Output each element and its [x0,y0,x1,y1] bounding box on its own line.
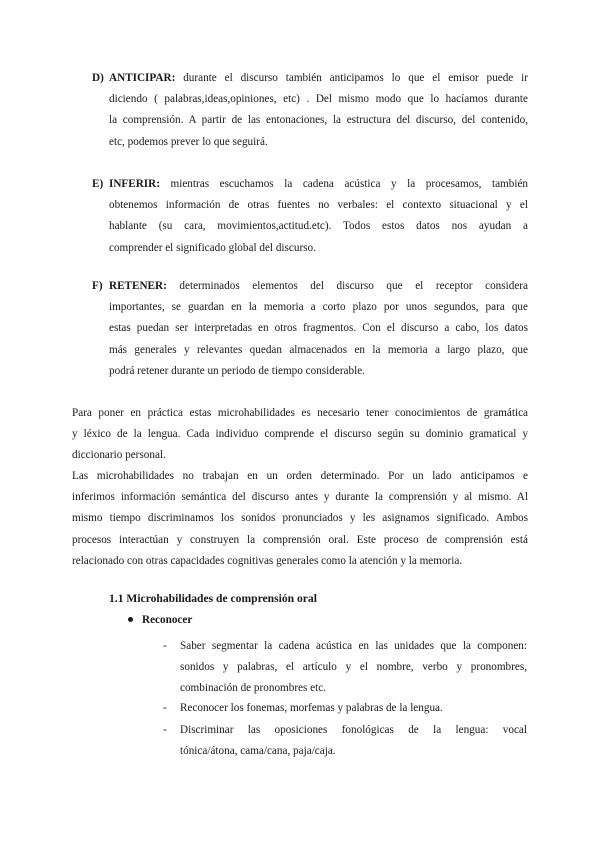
text-line: combinación de pronombres etc. [180,682,327,695]
text-line: procesos interactúan y construyen la comprensión oral. Este proceso de comprensión está [72,533,528,546]
text-line: importantes, se guardan en la memoria a corto plazo por unos segundos, para que [109,301,528,314]
text-line: mismo tiempo discriminamos los sonidos pronunciados y les asignamos significado. Ambos [72,512,528,525]
text-line: hablante (su cara, movimientos,actitud.etc). Todos estos datos nos ayudan a [109,220,528,233]
item-letter: D) [92,72,104,84]
list-item-inferir [92,174,528,259]
text-line: etc, podemos prever lo que seguirá. [109,135,268,148]
text-line: Reconocer los fonemas, morfemas y palabras de la lengua. [180,702,443,714]
text-line: Para poner en práctica estas microhabilidades es necesario tener conocimientos de gramática [72,407,528,419]
dash-marker: - [163,724,167,736]
item-keyword: INFERIR: [109,178,160,190]
bullet-item-reconocer [128,614,192,626]
text-line: Las microhabilidades no trabajan en un orden determinado. Por un lado anticipamos e [72,470,528,482]
text-line: determinados elementos del discurso que el receptor considera [179,280,528,292]
item-letter: F) [92,280,103,292]
text-line: Discriminar las oposiciones fonológicas de la lengua: vocal [180,724,527,736]
bullet-label: Reconocer [142,614,193,626]
paragraph-microhabilidades [72,466,528,572]
text-line: tónica/átona, cama/cana, paja/caja. [180,745,336,758]
text-line: mientras escuchamos la cadena acústica y la procesamos, también [170,178,529,190]
sub-item-segmentar [163,636,527,700]
list-item-anticipar [92,68,528,153]
dash-marker: - [163,702,167,714]
text-line: obtenemos información de otras fuentes no verbales: el contexto situacional y el [109,199,528,212]
text-line: más generales y relevantes quedan almacenados en la memoria a largo plazo, que [109,343,528,356]
item-keyword: RETENER: [109,280,167,292]
text-line: Saber segmentar la cadena acústica en las unidades que la componen: [180,640,527,652]
text-line: la comprensión. A partir de las entonaciones, la estructura del discurso, del contenido, [109,114,528,127]
paragraph-conocimientos [72,403,528,467]
text-line: relacionado con otras capacidades cognitivas generales como la atención y la memoria. [72,554,463,567]
bullet-icon [128,617,133,622]
text-line: estas puedan ser interpretadas en otros fragmentos. Con el discurso a cabo, los datos [109,322,528,335]
item-letter: E) [92,178,104,190]
list-item-retener [92,276,528,382]
text-line: inferimos información semántica del discurso antes y durante la comprensión y al mismo. Al [72,491,528,504]
text-line: comprender el significado global del discurso. [109,241,316,254]
dash-marker: - [163,640,167,652]
sub-item-fonemas [163,698,527,719]
text-line: y léxico de la lengua. Cada individuo comprende el discurso según su dominio gramatical y [72,428,528,441]
section-heading: 1.1 Microhabilidades de comprensión oral [109,592,317,605]
text-line: durante el discurso también anticipamos lo que el emisor puede ir [183,72,528,84]
text-line: sonidos y palabras, el artículo y el nombre, verbo y pronombres, [180,661,527,674]
item-keyword: ANTICIPAR: [109,72,176,84]
text-line: diccionario personal. [72,449,166,462]
sub-item-discriminar [163,720,527,762]
text-line: diciendo ( palabras,ideas,opiniones, etc) . Del mismo modo que lo hacíamos durante [109,93,528,106]
text-line: podrá retener durante un periodo de tiempo considerable. [109,364,365,377]
